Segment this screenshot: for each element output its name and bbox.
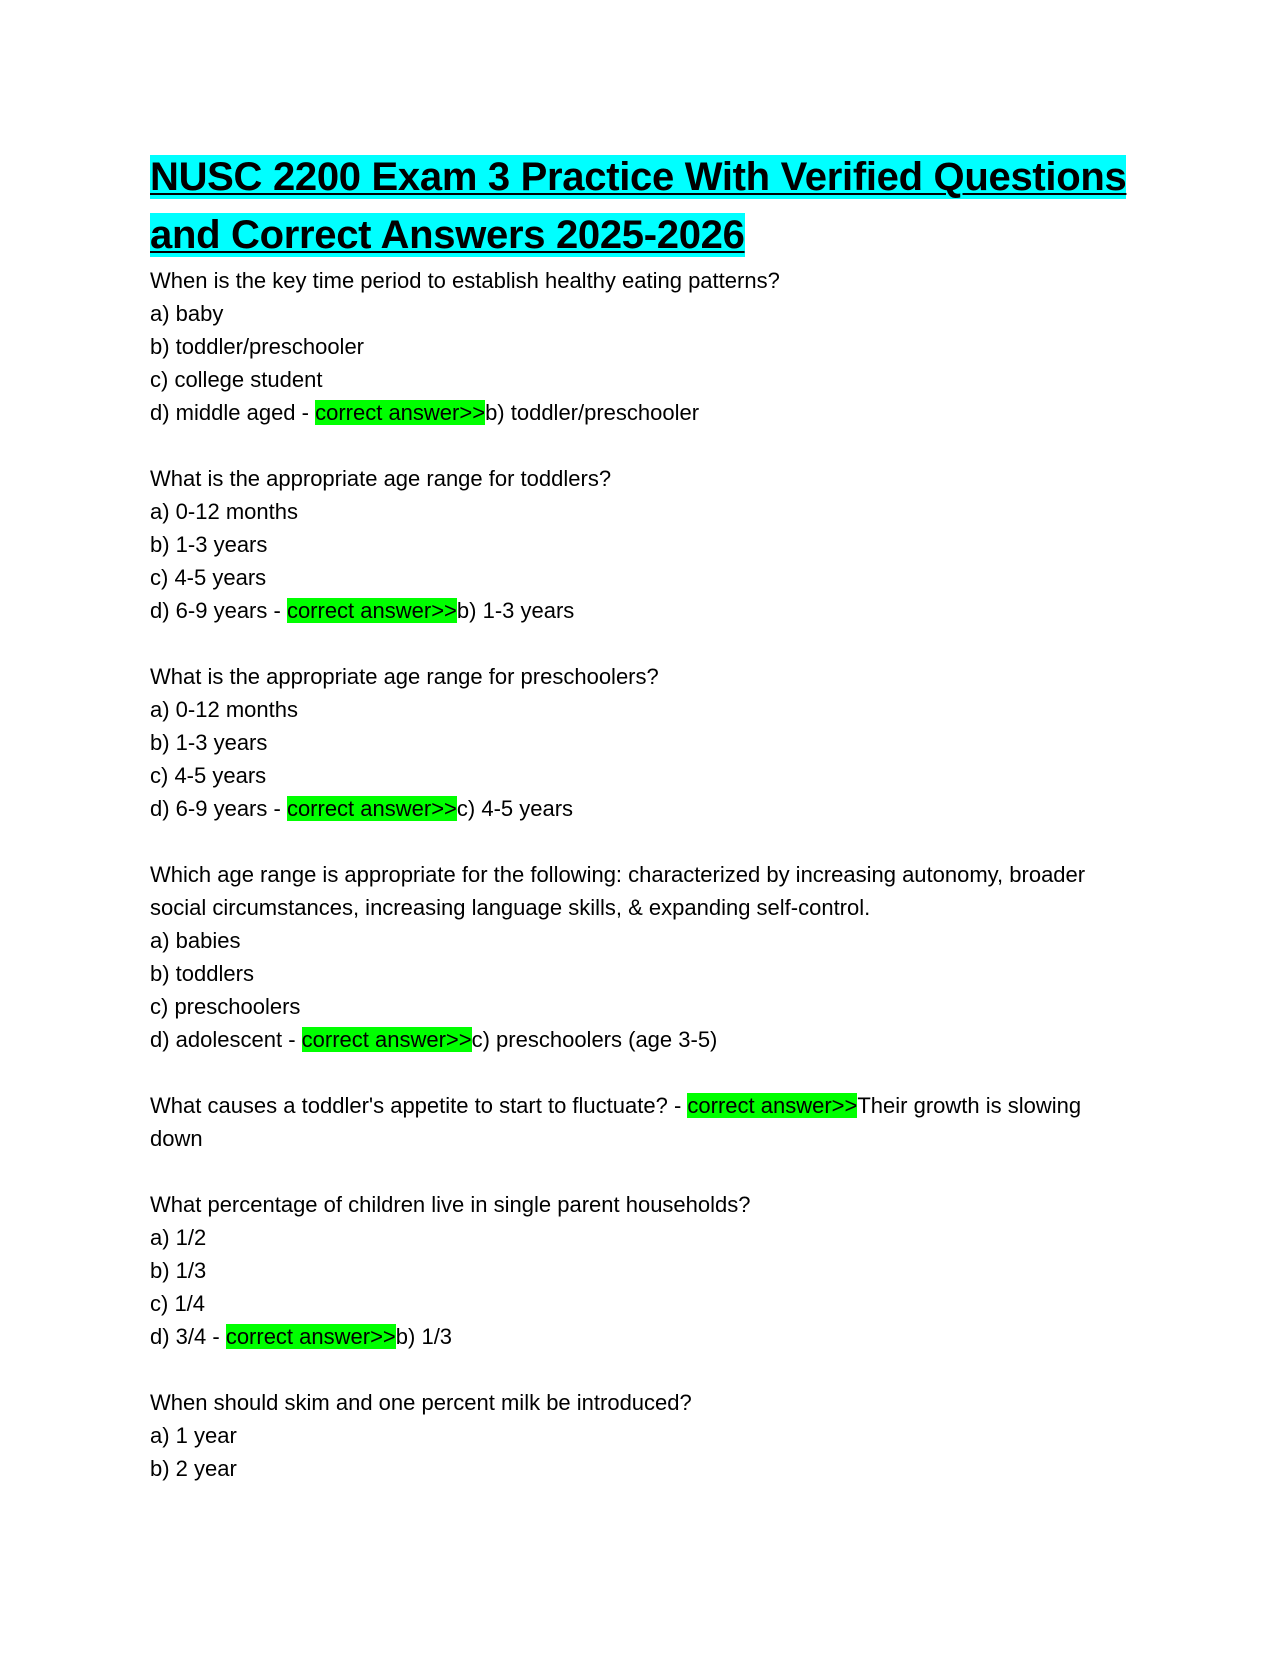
answer-marker-highlight: correct answer>>	[225, 1324, 396, 1349]
correct-answer: b) 1/3	[395, 1324, 453, 1349]
option-d-with-answer	[150, 1023, 1130, 1056]
option-d: d) middle aged -	[150, 400, 316, 425]
option-b: b) 1-3 years	[150, 730, 268, 755]
option-d-with-answer	[150, 594, 1130, 627]
document-page	[150, 148, 1130, 1485]
question-block-4	[150, 858, 1130, 1056]
question-text: What percentage of children live in single parent households?	[150, 1192, 751, 1217]
question-block-3	[150, 660, 1130, 825]
option-a: a) 0-12 months	[150, 499, 298, 524]
option-d: d) 6-9 years -	[150, 796, 287, 821]
question-with-answer	[150, 1089, 1130, 1155]
answer-marker-highlight: correct answer>>	[286, 598, 457, 623]
answer-marker-highlight: correct answer>>	[315, 400, 486, 425]
question-block-1	[150, 264, 1130, 429]
option-c: c) 4-5 years	[150, 565, 267, 590]
correct-answer: b) 1-3 years	[456, 598, 575, 623]
option-b: b) toddler/preschooler	[150, 334, 365, 359]
option-a: a) 0-12 months	[150, 697, 298, 722]
question-block-2	[150, 462, 1130, 627]
option-c: c) 4-5 years	[150, 763, 267, 788]
option-b: b) 2 year	[150, 1456, 237, 1481]
option-d-with-answer	[150, 792, 1130, 825]
option-b: b) 1/3	[150, 1258, 207, 1283]
answer-marker-highlight: correct answer>>	[286, 796, 457, 821]
question-text: When should skim and one percent milk be introduced?	[150, 1390, 692, 1415]
answer-marker-highlight: correct answer>>	[687, 1093, 858, 1118]
question-text: Which age range is appropriate for the following: characterized by increasing autonomy, broader social circumstances, increasing language skills, & expanding self-control.	[150, 862, 1092, 920]
option-d-with-answer	[150, 396, 1130, 429]
option-a: a) 1 year	[150, 1423, 237, 1448]
option-c: c) preschoolers	[150, 994, 301, 1019]
answer-marker-highlight: correct answer>>	[301, 1027, 472, 1052]
question-text: When is the key time period to establish healthy eating patterns?	[150, 268, 780, 293]
correct-answer: c) 4-5 years	[456, 796, 574, 821]
option-d: d) 3/4 -	[150, 1324, 226, 1349]
question-text: What is the appropriate age range for preschoolers?	[150, 664, 659, 689]
question-text: What causes a toddler's appetite to start to fluctuate? -	[150, 1093, 688, 1118]
option-c: c) college student	[150, 367, 323, 392]
option-a: a) baby	[150, 301, 224, 326]
option-b: b) toddlers	[150, 961, 254, 986]
option-d-with-answer	[150, 1320, 1130, 1353]
question-text: What is the appropriate age range for toddlers?	[150, 466, 612, 491]
option-b: b) 1-3 years	[150, 532, 268, 557]
correct-answer: b) toddler/preschooler	[485, 400, 700, 425]
option-d: d) 6-9 years -	[150, 598, 287, 623]
document-title: NUSC 2200 Exam 3 Practice With Verified Questions and Correct Answers 2025-2026	[150, 155, 1127, 257]
correct-answer: Their growth is slowing down	[150, 1093, 1088, 1151]
question-block-5	[150, 1089, 1130, 1155]
option-a: a) babies	[150, 928, 241, 953]
option-c: c) 1/4	[150, 1291, 206, 1316]
option-a: a) 1/2	[150, 1225, 207, 1250]
question-block-6	[150, 1188, 1130, 1353]
option-d: d) adolescent -	[150, 1027, 302, 1052]
question-block-7	[150, 1386, 1130, 1485]
correct-answer: c) preschoolers (age 3-5)	[471, 1027, 718, 1052]
